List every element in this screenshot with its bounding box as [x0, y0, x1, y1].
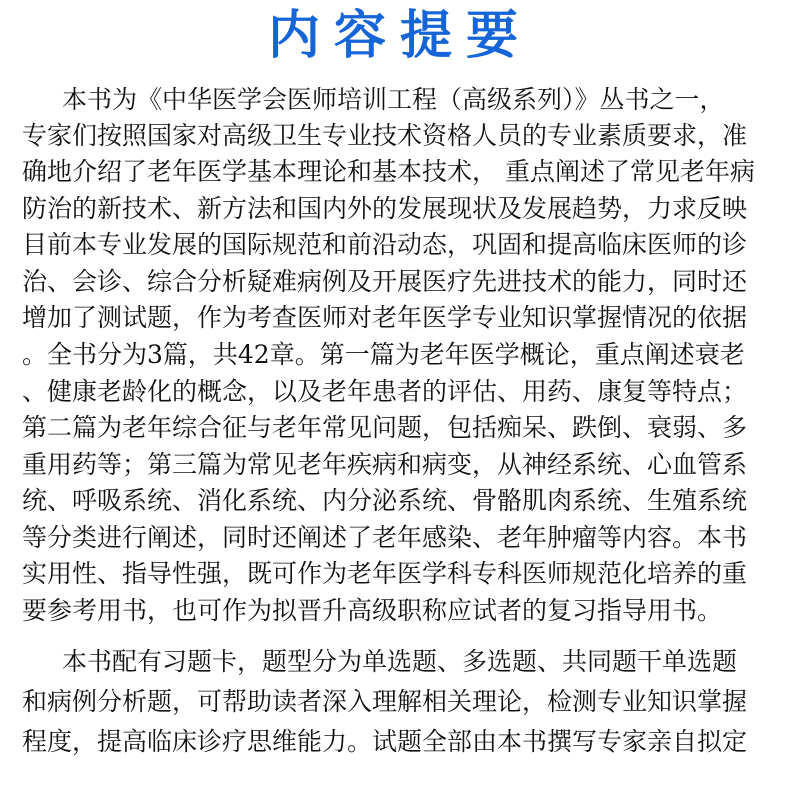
paragraph-1-line-4: 防治的新技术、新方法和国内外的发展现状及发展趋势，力求反映 [22, 194, 748, 223]
paragraph-2-line-2: 和病例分析题，可帮助读者深入理解相关理论，检测专业知识掌握 [22, 687, 748, 716]
paragraph-1-line-12: 统、呼吸系统、消化系统、内分泌系统、骨骼肌肉系统、生殖系统 [22, 486, 748, 515]
paragraph-1-line-11: 重用药等；第三篇为常见老年疾病和病变，从神经系统、心血管系 [22, 450, 748, 479]
paragraph-1-line-14: 实用性、指导性强，既可作为老年医学科专科医师规范化培养的重 [22, 559, 748, 588]
paragraph-1-line-2: 专家们按照国家对高级卫生专业技术资格人员的专业素质要求，准 [22, 121, 748, 150]
paragraph-1-line-9: 、健康老龄化的概念，以及老年患者的评估、用药、康复等特点； [22, 377, 748, 406]
paragraph-1-line-6: 治、会诊、综合分析疑难病例及开展医疗先进技术的能力，同时还 [22, 267, 748, 296]
page-title: 内容提要 [267, 5, 532, 66]
paragraph-1-line-7: 增加了测试题，作为考查医师对老年医学专业知识掌握情况的依据 [22, 303, 748, 332]
paragraph-1-line-13: 等分类进行阐述，同时还阐述了老年感染、老年肿瘤等内容。本书 [22, 523, 748, 552]
paragraph-1-line-10: 第二篇为老年综合征与老年常见问题，包括痴呆、跌倒、衰弱、多 [22, 413, 748, 442]
paragraph-1-line-3: 确地介绍了老年医学基本理论和基本技术， 重点阐述了常见老年病 [22, 157, 755, 186]
paragraph-2-line-3: 程度，提高临床诊疗思维能力。试题全部由本书撰写专家亲自拟定 [22, 727, 748, 756]
paragraph-1-line-1: 本书为《中华医学会医师培训工程（高级系列）》丛书之一， [62, 85, 725, 114]
paragraph-2-line-1: 本书配有习题卡，题型分为单选题、多选题、共同题干单选题 [62, 647, 738, 676]
paragraph-1-line-15: 要参考用书，也可作为拟晋升高级职称应试者的复习指导用书。 [22, 596, 723, 625]
paragraph-1-line-8: 。全书分为3篇，共42章。第一篇为老年医学概论，重点阐述衰老 [22, 340, 745, 369]
paragraph-1-line-5: 目前本专业发展的国际规范和前沿动态，巩固和提高临床医师的诊 [22, 230, 748, 259]
